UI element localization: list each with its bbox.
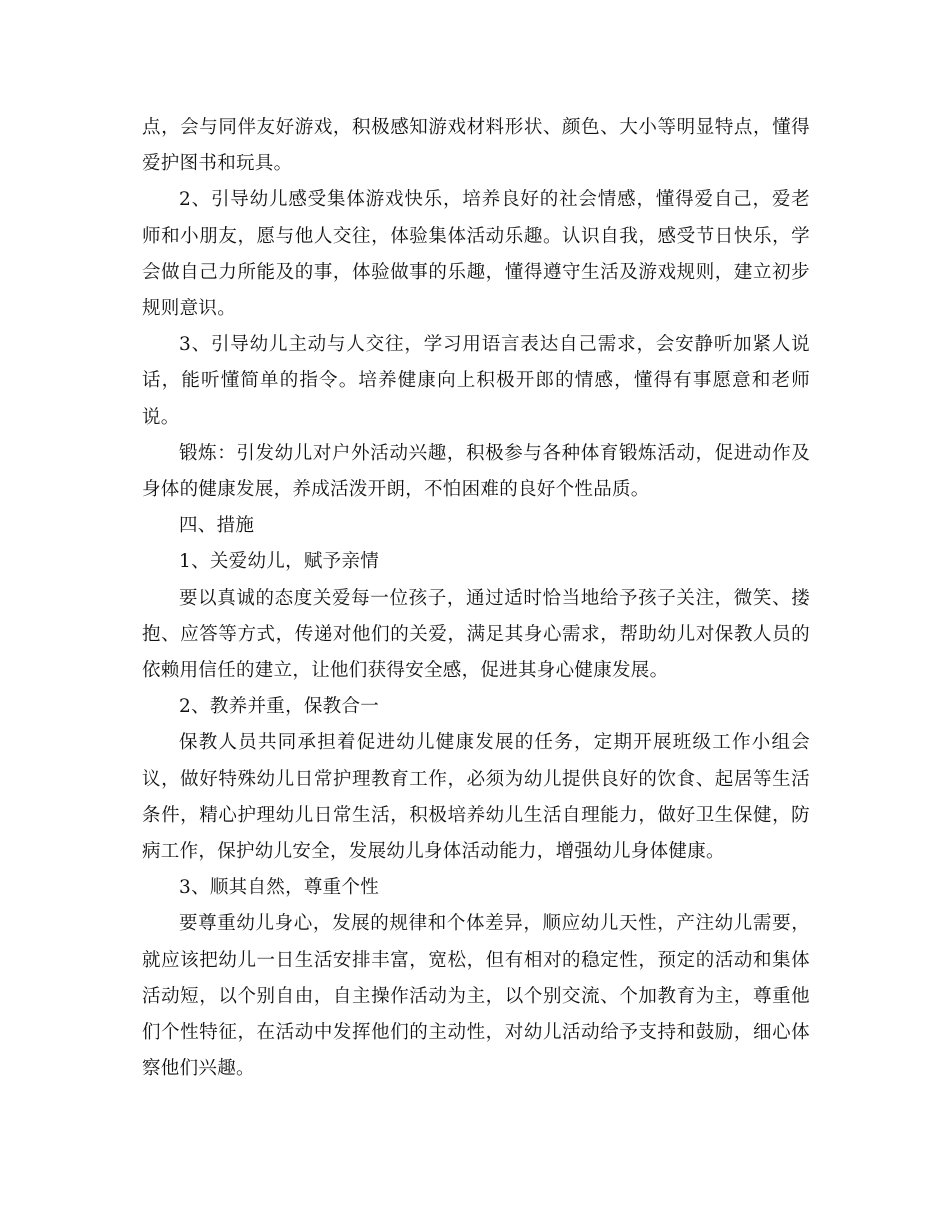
- document-body: [142, 110, 810, 1087]
- subheading-measure-1: 1、关爱幼儿，赋予亲情: [179, 551, 380, 573]
- subheading-measure-3: 3、顺其自然，尊重个性: [179, 877, 380, 899]
- paragraph-measure-3: 要尊重幼儿身心，发展的规律和个体差异，顺应幼儿天性，产注幼儿需要，就应该把幼儿一日生活安排丰富，宽松，但有相对的稳定性，预定的活动和集体活动短，以个别自由，自主操作活动为主，以个别交流、个加教育为主，尊重他们个性特征，在活动中发挥他们的主动性，对幼儿活动给予支持和鼓励，细心体察他们兴趣。: [142, 913, 810, 1080]
- paragraph-exercise: 锻炼：引发幼儿对户外活动兴趣，积极参与各种体育锻炼活动，促进动作及身体的健康发展，养成活泼开朗，不怕困难的良好个性品质。: [142, 442, 810, 501]
- paragraph-measure-2: 保教人员共同承担着促进幼儿健康发展的任务，定期开展班级工作小组会议，做好特殊幼儿日常护理教育工作，必须为幼儿提供良好的饮食、起居等生活条件，精心护理幼儿日常生活，积极培养幼儿生活自理能力，做好卫生保健，防病工作，保护幼儿安全，发展幼儿身体活动能力，增强幼儿身体健康。: [142, 732, 810, 863]
- paragraph-goal-3: 3、引导幼儿主动与人交往，学习用语言表达自己需求，会安静听加紧人说话，能听懂简单的指令。培养健康向上积极开郎的情感，懂得有事愿意和老师说。: [142, 334, 810, 428]
- paragraph-measure-1: 要以真诚的态度关爱每一位孩子，通过适时恰当地给予孩子关注，微笑、搂抱、应答等方式，传递对他们的关爱，满足其身心需求，帮助幼儿对保教人员的依赖用信任的建立，让他们获得安全感，促进其身心健康发展。: [142, 587, 810, 682]
- section-heading-measures: 四、措施: [179, 515, 255, 537]
- paragraph-continued-goals: 点，会与同伴友好游戏，积极感知游戏材料形状、颜色、大小等明显特点，懂得爱护图书和玩具。: [142, 117, 810, 175]
- paragraph-goal-2: 2、引导幼儿感受集体游戏快乐，培养良好的社会情感，懂得爱自己，爱老师和小朋友，愿与他人交往，体验集体活动乐趣。认识自我，感受节日快乐，学会做自己力所能及的事，体验做事的乐趣，懂得遵守生活及游戏规则，建立初步规则意识。: [142, 189, 810, 320]
- subheading-measure-2: 2、教养并重，保教合一: [179, 696, 380, 718]
